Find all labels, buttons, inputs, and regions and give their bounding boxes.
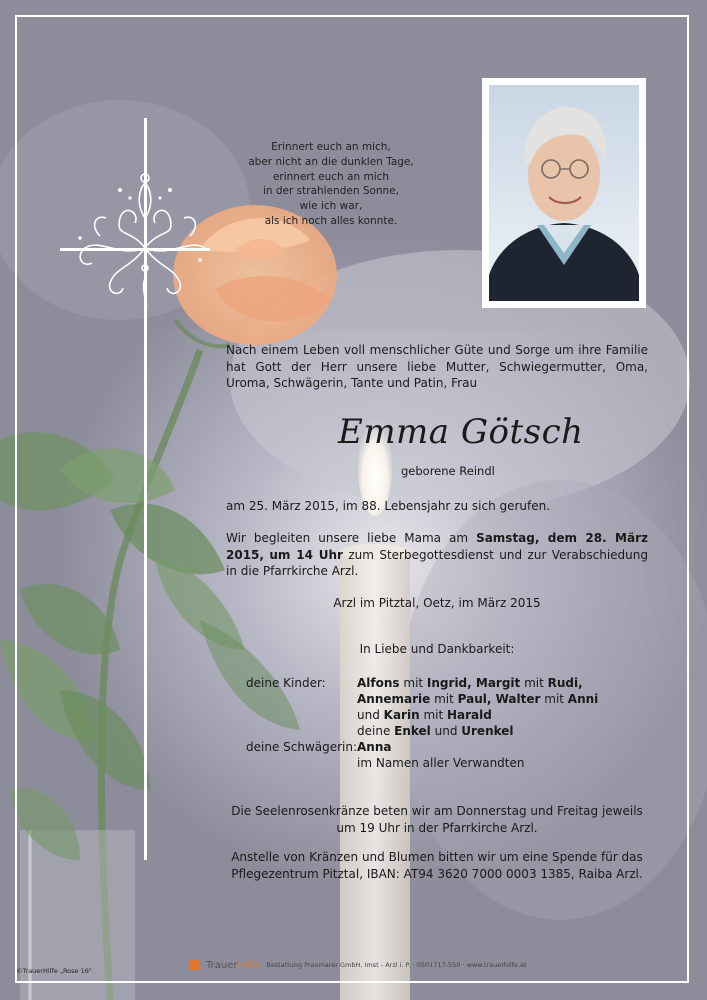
- family-member-name: Annemarie: [357, 692, 431, 706]
- image-credit: ©TrauerHilfe „Rose 16": [16, 967, 92, 975]
- sister-in-law-line: [357, 740, 391, 754]
- funeral-time: um 14 Uhr: [269, 547, 343, 562]
- donation-notice: Anstelle von Kränzen und Blumen bitten wir um eine Spende für das Pflegezentrum Pitztal, IBAN: AT94 3620 7000 0003 1385, Raiba Arzl.: [231, 850, 643, 881]
- intro-text: Nach einem Leben voll menschlicher Güte und Sorge um ihre Familie hat Gott der Herr unsere liebe Mutter, Schwiegermutter, Oma, Uroma, Schwägerin, Tante und Patin, Frau: [226, 343, 648, 390]
- portrait-image: [489, 85, 639, 301]
- place-date: Arzl im Pitztal, Oetz, im März 2015: [333, 596, 541, 610]
- family-member-name: Paul, Walter: [457, 692, 541, 706]
- deceased-name: Emma Götsch: [338, 412, 584, 452]
- birth-name: geborene Reindl: [401, 464, 495, 478]
- sister-in-law-label: deine Schwägerin:: [246, 740, 358, 754]
- family-connector: mit: [430, 692, 458, 706]
- children-line: [357, 676, 583, 690]
- family-member-name: Anni: [567, 692, 599, 706]
- cross-ornament-icon: [60, 118, 210, 868]
- family-connector: mit: [399, 676, 427, 690]
- rosary-notice: Die Seelenrosenkränze beten wir am Donnerstag und Freitag jeweils um 19 Uhr in der Pfarrkirche Arzl.: [231, 804, 643, 835]
- family-member-name: Karin: [383, 708, 420, 722]
- family-member-name: Alfons: [357, 676, 400, 690]
- footer: [190, 958, 527, 972]
- funeral-date: Samstag, dem 28. März 2015,: [226, 531, 648, 562]
- grandchildren-line: [357, 724, 514, 738]
- children-label: deine Kinder:: [246, 676, 326, 690]
- family-connector: mit: [419, 708, 447, 722]
- family-member-name: Urenkel: [461, 724, 514, 738]
- family-member-name: Harald: [447, 708, 492, 722]
- verse-line: als ich noch alles konnte.: [264, 214, 398, 227]
- family-member-name: Enkel: [394, 724, 431, 738]
- footer-text: Bestattung Praxmarer GmbH, Imst - Arzl i. P. · 0501717-550 · www.trauerhilfe.at: [266, 961, 527, 969]
- family-member-name: Rudi,: [547, 676, 583, 690]
- relatives-line: im Namen aller Verwandten: [357, 756, 525, 770]
- funeral-intro: Wir begleiten unsere liebe Mama am: [226, 531, 477, 545]
- logo-icon: [190, 960, 200, 970]
- children-line: [357, 708, 492, 722]
- family-connector: deine: [357, 724, 395, 738]
- funeral-details: zum Sterbegottesdienst und zur Verabschiedung in die Pfarrkirche Arzl.: [226, 547, 648, 578]
- family-connector: und: [430, 724, 462, 738]
- family-member-name: Ingrid, Margit: [426, 676, 521, 690]
- trauerhilfe-logo: [206, 960, 260, 971]
- children-line: [357, 692, 598, 706]
- family-connector: und: [357, 708, 384, 722]
- family-connector: mit: [540, 692, 568, 706]
- family-connector: mit: [520, 676, 548, 690]
- funeral-info: [226, 530, 648, 580]
- love-gratitude-line: In Liebe und Dankbarkeit:: [359, 642, 515, 656]
- portrait-photo: [482, 78, 646, 308]
- sister-in-law-name: Anna: [357, 740, 392, 754]
- logo-text-a: Trauer: [206, 959, 238, 971]
- verse-line: erinnert euch an mich: [272, 170, 390, 183]
- memorial-verse: [222, 140, 440, 229]
- death-note: am 25. März 2015, im 88. Lebensjahr zu sich gerufen.: [226, 499, 551, 513]
- verse-line: wie ich war,: [299, 200, 363, 213]
- verse-line: aber nicht an die dunklen Tage,: [248, 155, 414, 168]
- logo-text-b: Hilfe: [237, 959, 261, 971]
- verse-line: in der strahlenden Sonne,: [262, 185, 400, 198]
- verse-line: Erinnert euch an mich,: [271, 141, 391, 153]
